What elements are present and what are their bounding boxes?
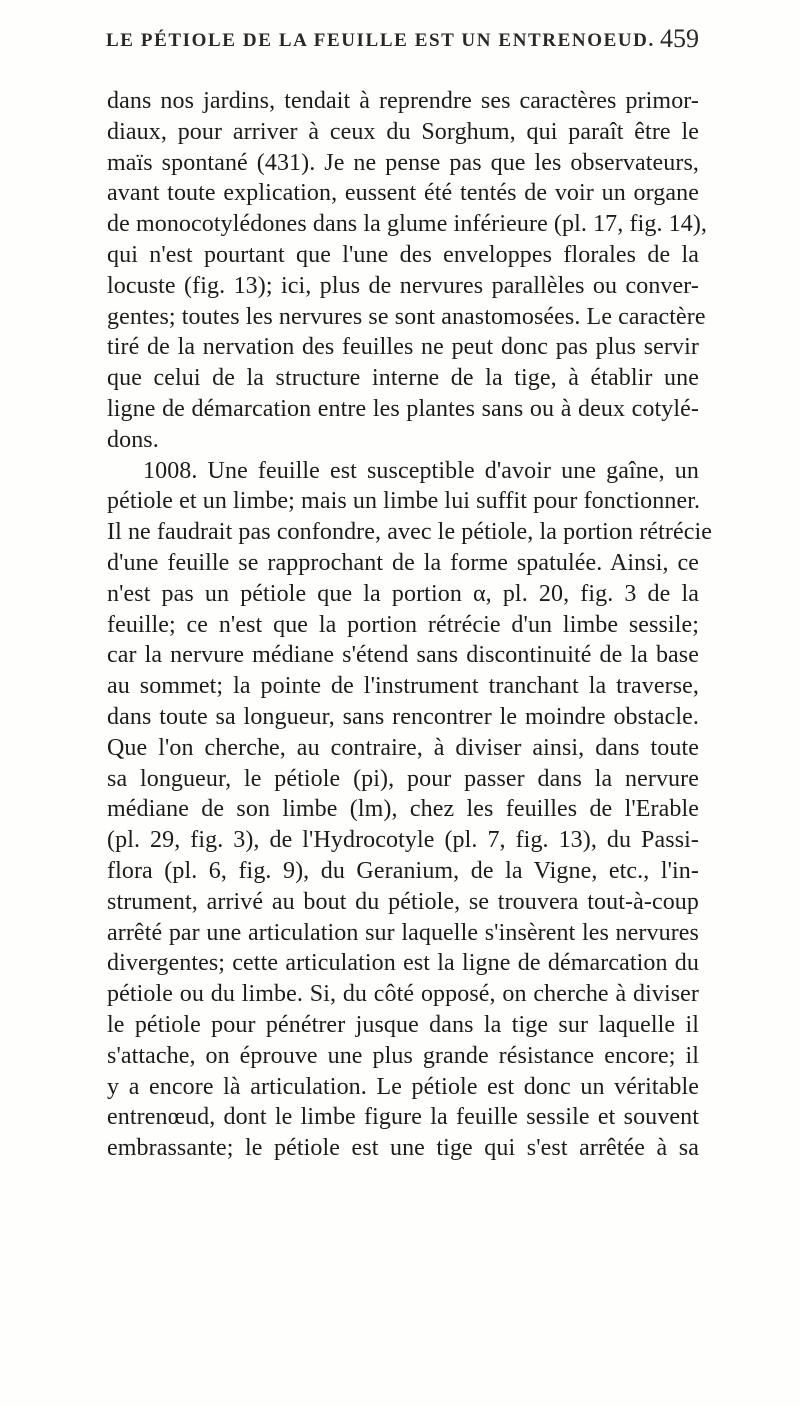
page-number: 459: [660, 24, 699, 53]
text-line: avant toute explication, eussent été tentés de voir un organe: [107, 180, 699, 207]
text-line: médiane de son limbe (lm), chez les feuilles de l'Erable: [107, 796, 699, 823]
text-line: dons.: [107, 426, 159, 453]
text-line: y a encore là articulation. Le pétiole est donc un véritable: [107, 1073, 699, 1100]
text-line: Que l'on cherche, au contraire, à diviser ainsi, dans toute: [107, 734, 699, 761]
text-line: feuille; ce n'est que la portion rétrécie d'un limbe sessile;: [107, 611, 699, 638]
text-line: locuste (fig. 13); ici, plus de nervures parallèles ou conver-: [107, 272, 699, 299]
text-line: d'une feuille se rapprochant de la forme spatulée. Ainsi, ce: [107, 549, 699, 576]
page-header: [106, 24, 701, 68]
text-line: ligne de démarcation entre les plantes sans ou à deux cotylé-: [107, 395, 699, 422]
text-line: car la nervure médiane s'étend sans discontinuité de la base: [107, 642, 699, 669]
text-line: entrenœud, dont le limbe figure la feuille sessile et souvent: [107, 1104, 699, 1131]
text-line: que celui de la structure interne de la tige, à établir une: [107, 365, 699, 392]
text-line: gentes; toutes les nervures se sont anastomosées. Le caractère: [107, 303, 706, 330]
text-line: divergentes; cette articulation est la ligne de démarcation du: [107, 950, 699, 977]
text-line: le pétiole pour pénétrer jusque dans la tige sur laquelle il: [107, 1011, 699, 1038]
text-line: au sommet; la pointe de l'instrument tranchant la traverse,: [107, 673, 699, 700]
text-line: maïs spontané (431). Je ne pense pas que les observateurs,: [107, 149, 699, 176]
text-line: (pl. 29, fig. 3), de l'Hydrocotyle (pl. 7, fig. 13), du Passi-: [107, 827, 699, 854]
text-line: n'est pas un pétiole que la portion α, pl. 20, fig. 3 de la: [107, 580, 699, 607]
running-head: LE PÉTIOLE DE LA FEUILLE EST UN ENTRENOEUD.: [106, 30, 655, 51]
text-line: dans nos jardins, tendait à reprendre ses caractères primor-: [107, 88, 699, 114]
text-line: pétiole ou du limbe. Si, du côté opposé, on cherche à diviser: [107, 981, 699, 1008]
text-line: tiré de la nervation des feuilles ne peut donc pas plus servir: [107, 334, 699, 361]
text-line: flora (pl. 6, fig. 9), du Geranium, de la Vigne, etc., l'in-: [107, 857, 699, 884]
text-line: dans toute sa longueur, sans rencontrer le moindre obstacle.: [107, 703, 699, 730]
text-line: sa longueur, le pétiole (pi), pour passer dans la nervure: [107, 765, 699, 792]
body-text: [107, 86, 712, 1164]
text-line: Il ne faudrait pas confondre, avec le pétiole, la portion rétrécie: [107, 519, 712, 546]
paragraph-start-line: 1008. Une feuille est susceptible d'avoir une gaîne, un: [143, 457, 699, 484]
text-line: de monocotylédones dans la glume inférieure (pl. 17, fig. 14),: [107, 211, 708, 238]
text-line: embrassante; le pétiole est une tige qui s'est arrêtée à sa: [107, 1135, 699, 1162]
text-line: pétiole et un limbe; mais un limbe lui suffit pour fonctionner.: [107, 488, 701, 515]
text-line: qui n'est pourtant que l'une des enveloppes florales de la: [107, 241, 699, 268]
text-line: arrêté par une articulation sur laquelle s'insèrent les nervures: [107, 919, 699, 946]
text-line: diaux, pour arriver à ceux du Sorghum, qui paraît être le: [107, 118, 699, 145]
text-line: strument, arrivé au bout du pétiole, se trouvera tout-à-coup: [107, 888, 699, 915]
text-line: s'attache, on éprouve une plus grande résistance encore; il: [107, 1042, 699, 1069]
